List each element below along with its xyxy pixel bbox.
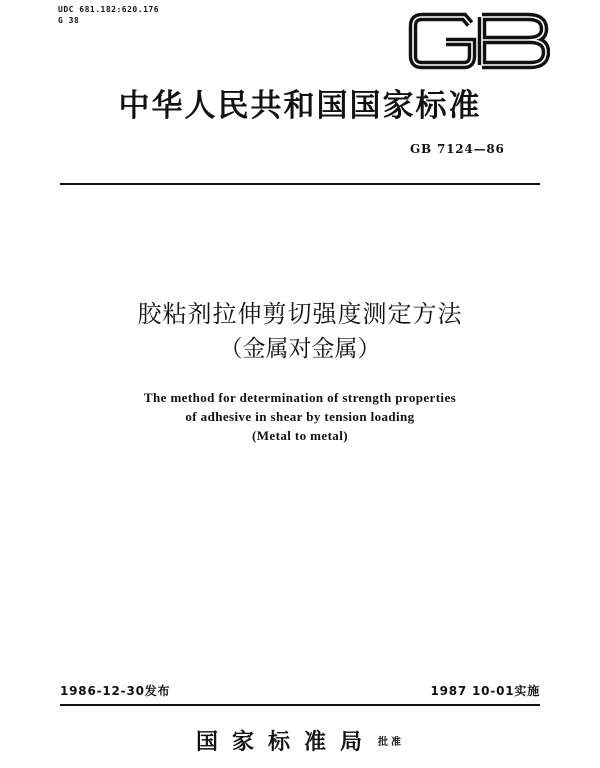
english-title-line: (Metal to metal)	[252, 428, 348, 443]
english-title-line: of adhesive in shear by tension loading	[185, 409, 415, 424]
udc-code: UDC 681.182:620.176	[58, 5, 160, 14]
national-standard-title: 中华人民共和国国家标准	[118, 88, 482, 124]
chinese-subtitle: （金属对金属）	[219, 336, 381, 362]
category-code: G 38	[58, 16, 80, 25]
issuer-line	[0, 728, 600, 757]
english-title	[0, 388, 600, 445]
effective-date: 1987 10-01实施	[430, 684, 540, 698]
standard-number: GB 7124—86	[410, 142, 505, 156]
classification-block	[58, 4, 159, 26]
issue-date: 1986-12-30发布	[60, 684, 171, 698]
issuing-organization: 国家标准局	[195, 729, 376, 755]
gb-logo	[408, 10, 550, 72]
approval-label: 批准	[378, 737, 404, 748]
footer-divider	[60, 704, 540, 706]
english-title-line: The method for determination of strength properties	[143, 390, 457, 405]
header-divider	[60, 183, 540, 185]
chinese-title: 胶粘剂拉伸剪切强度测定方法	[137, 300, 463, 328]
